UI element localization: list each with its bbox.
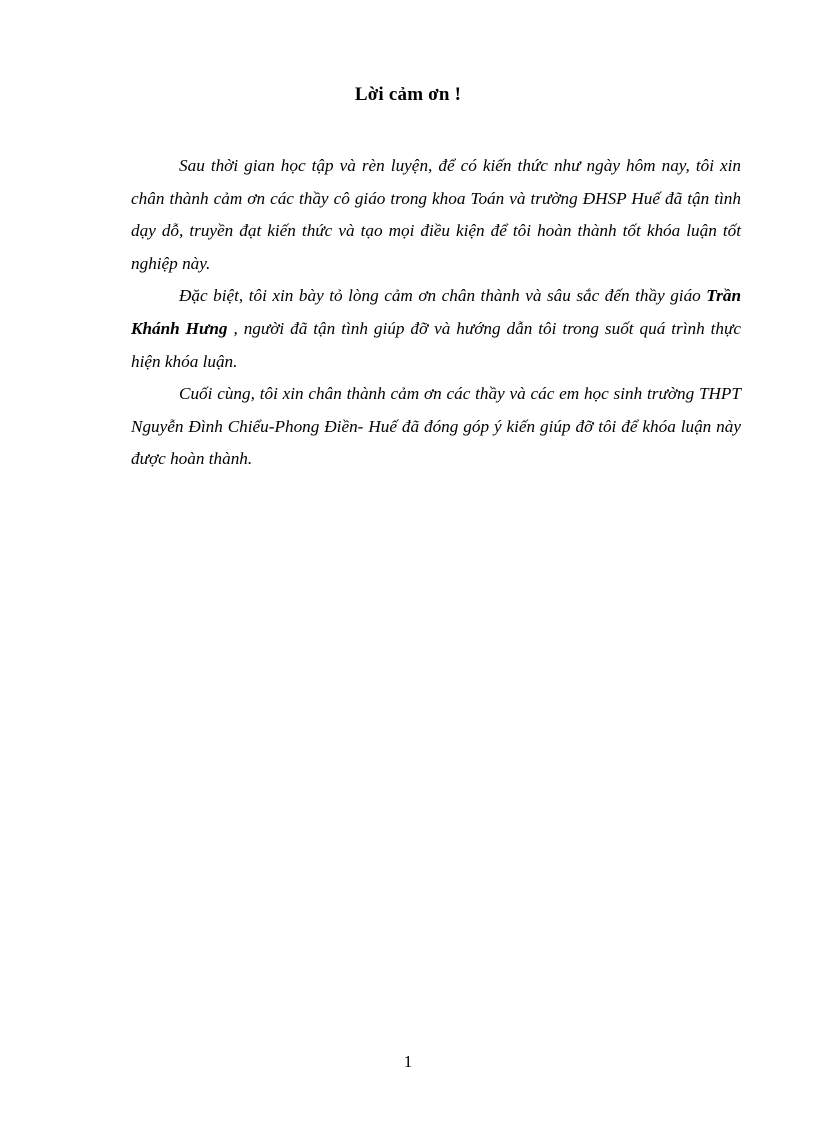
paragraph-2-before: Đặc biệt, tôi xin bày tỏ lòng cảm ơn chân thành và sâu sắc đến thầy giáo [179, 286, 707, 306]
paragraph-1: Sau thời gian học tập và rèn luyện, để có kiến thức như ngày hôm nay, tôi xin chân thành cảm ơn các thầy cô giáo trong khoa Toán và trường ĐHSP Huế đã tận tình dạy dỗ, truyền đạt kiến thức và tạo mọi điều kiện để tôi hoàn thành tốt khóa luận tốt nghiệp này. [131, 156, 741, 273]
paragraph-2-after: , người đã tận tình giúp đỡ và hướng dẫn tôi trong suốt quá trình thực hiện khóa luận. [131, 318, 741, 371]
paragraph-2 [131, 280, 741, 378]
page-number: 1 [403, 1052, 413, 1071]
acknowledgement-body [131, 150, 741, 476]
supervisor-name: Trần Khánh Hưng [131, 286, 741, 338]
paragraph-3: Cuối cùng, tôi xin chân thành cảm ơn các thầy và các em học sinh trường THPT Nguyễn Đình Chiểu-Phong Điền- Huế đã đóng góp ý kiến giúp đỡ tôi để khóa luận này được hoàn thành. [131, 384, 741, 469]
page-title: Lời cảm ơn ! [354, 84, 462, 105]
